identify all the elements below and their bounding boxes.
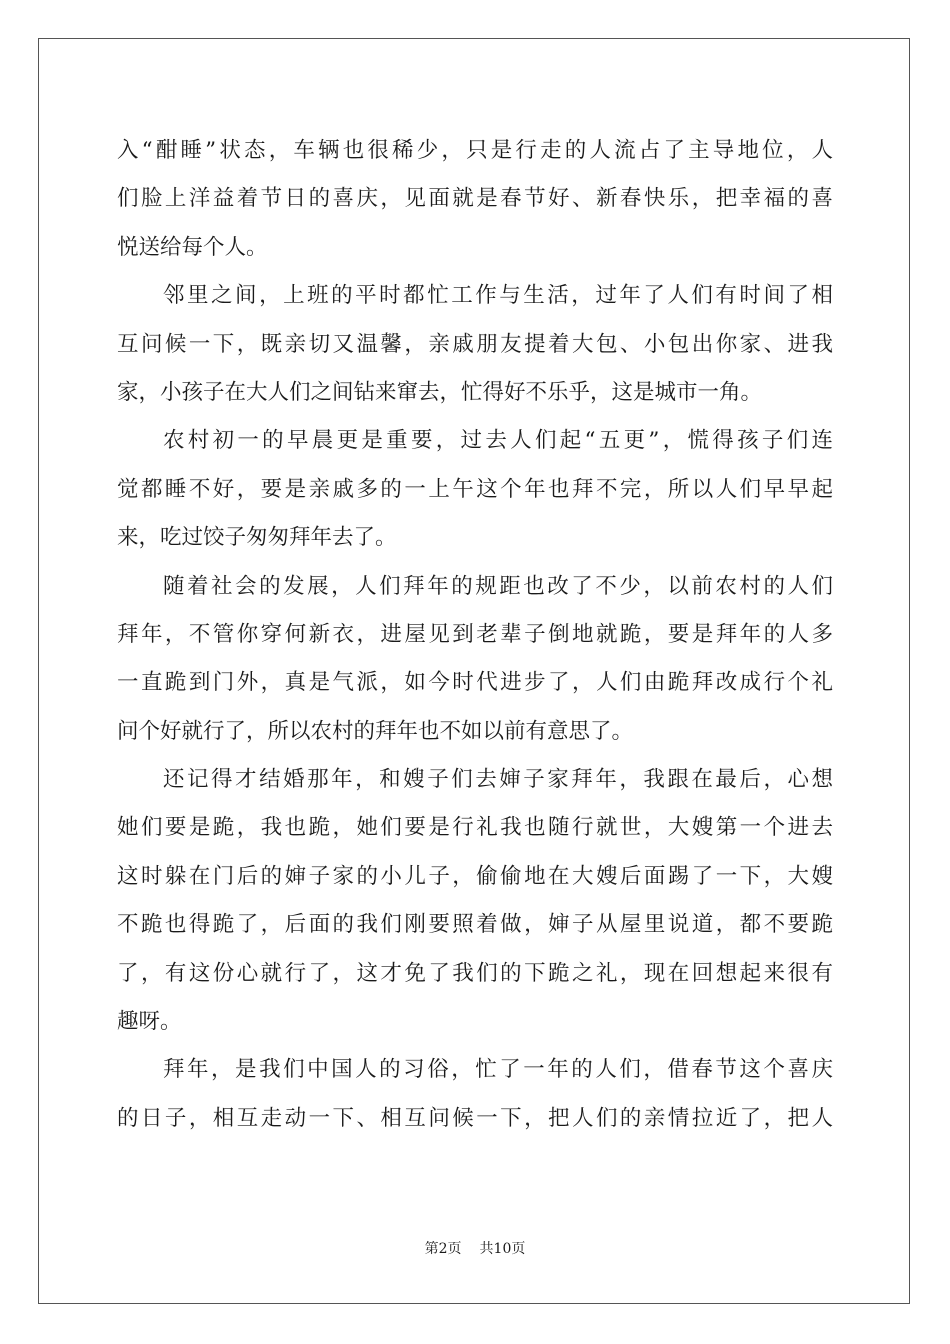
text-line: 觉都睡不好，要是亲戚多的一上午这个年也拜不完，所以人们早早起 <box>117 476 833 502</box>
text-line: 入“酣睡”状态，车辆也很稀少，只是行走的人流占了主导地位，人 <box>117 138 833 163</box>
text-line: 拜年，是我们中国人的习俗，忙了一年的人们，借春节这个喜庆 <box>163 1057 833 1083</box>
paragraph <box>117 563 833 757</box>
document-body <box>117 127 833 1143</box>
text-line: 的日子，相互走动一下、相互问候一下，把人们的亲情拉近了，把人 <box>117 1105 833 1131</box>
text-line: 随着社会的发展，人们拜年的规距也改了不少，以前农村的人们 <box>163 573 833 599</box>
page-footer <box>0 1238 950 1258</box>
paragraph <box>117 272 833 417</box>
text-line: 了，有这份心就行了，这才免了我们的下跪之礼，现在回想起来很有 <box>117 960 833 986</box>
text-line: 邻里之间，上班的平时都忙工作与生活，过年了人们有时间了相 <box>163 283 833 309</box>
text-line: 互问候一下，既亲切又温馨，亲戚朋友提着大包、小包出你家、进我 <box>117 331 833 357</box>
text-line: 拜年，不管你穿何新衣，进屋见到老辈子倒地就跪，要是拜年的人多 <box>117 621 833 647</box>
text-line: 不跪也得跪了，后面的我们刚要照着做，婶子从屋里说道，都不要跪 <box>117 912 833 938</box>
text-line: 悦送给每个人。 <box>117 234 268 260</box>
text-line: 还记得才结婚那年，和嫂子们去婶子家拜年，我跟在最后，心想 <box>163 767 833 793</box>
paragraph <box>117 127 833 272</box>
text-line: 来，吃过饺子匆匆拜年去了。 <box>117 525 397 551</box>
total-pages: 共10页 <box>479 1241 526 1257</box>
paragraph <box>117 756 833 1046</box>
paragraph <box>117 417 833 562</box>
text-line: 家，小孩子在大人们之间钻来窜去，忙得好不乐乎，这是城市一角。 <box>117 379 763 405</box>
paragraph <box>117 1046 833 1143</box>
text-line: 这时躲在门后的婶子家的小儿子，偷偷地在大嫂后面踢了一下，大嫂 <box>117 863 833 889</box>
text-line: 一直跪到门外，真是气派，如今时代进步了，人们由跪拜改成行个礼 <box>117 670 833 696</box>
text-line: 趣呀。 <box>117 1009 182 1035</box>
page-number: 第2页 <box>424 1241 462 1257</box>
text-line: 农村初一的早晨更是重要，过去人们起“五更”，慌得孩子们连 <box>163 428 833 454</box>
text-line: 她们要是跪，我也跪，她们要是行礼我也随行就世，大嫂第一个进去 <box>117 815 833 841</box>
text-line: 们脸上洋益着节日的喜庆，见面就是春节好、新春快乐，把幸福的喜 <box>117 186 833 212</box>
text-line: 问个好就行了，所以农村的拜年也不如以前有意思了。 <box>117 718 634 744</box>
